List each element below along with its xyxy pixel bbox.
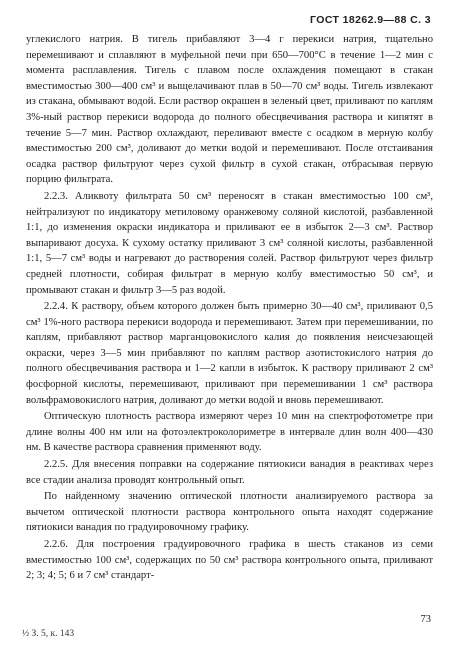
page-number: 73	[420, 614, 431, 625]
paragraph-2-2-5: 2.2.5. Для внесения поправки на содержание пятиокиси ванадия в реактивах через все стадии анализа проводят контрольный опыт.	[26, 459, 433, 486]
body-text	[26, 32, 433, 585]
paragraph-continuation: углекислого натрия. В тигель прибавляют 3—4 г перекиси натрия, тщательно перемешивают и сплавляют в муфельной печи при 650—700°С в течение 1—2 мин с момента расплавления. Тигель с плавом после охлаждения помещают в стакан вместимостью 300—400 см³ и выщелачивают плав в 50—70 см³ воды. Тигель извлекают из стакана, обмывают водой. Если раствор окрашен в зеленый цвет, приливают по каплям 3%-ный раствор перекиси водорода до полного обесцвечивания раствора и кипятят в течение 5—7 мин. Раствор охлаждают, переливают вместе с осадком в мерную колбу вместимостью 200 см³, доливают до метки водой и перемешивают. После отстаивания осадка раствор фильтруют через сухой фильтр в сухой стакан, отбрасывая первую порцию фильтрата.	[26, 34, 433, 186]
printer-footnote: ½ З. 5, к. 143	[22, 629, 75, 639]
running-header: ГОСТ 18262.9—88 С. 3	[310, 14, 431, 26]
paragraph-optical-density: Оптическую плотность раствора измеряют через 10 мин на спектрофотометре при длине волны 400 нм или на фотоэлектроколориметре в интервале длин волн 400—430 нм. В качестве раствора сравнения применяют воду.	[26, 411, 433, 454]
paragraph-2-2-3: 2.2.3. Аликвоту фильтрата 50 см³ переносят в стакан вместимостью 100 см³, нейтрализуют по индикатору метиловому оранжевому соляной кислотой, разбавленной 1:1, до изменения окраски индикатора и приливают ее в избыток 2—3 см³. Раствор выпаривают досуха. К сухому остатку приливают 3 см³ соляной кислоты, разбавленной 1:1, 5—7 см³ воды и нагревают до растворения солей. Раствор фильтруют через фильтр средней плотности, собирая фильтрат в мерную колбу вместимостью 50 см³, и промывают стакан и фильтр 3—5 раз водой.	[26, 190, 433, 296]
paragraph-calibration-lookup: По найденному значению оптической плотности анализируемого раствора за вычетом оптической плотности раствора контрольного опыта находят содержание пятиокиси ванадия по градуировочному графику.	[26, 491, 433, 534]
paragraph-2-2-6: 2.2.6. Для построения градуировочного графика в шесть стаканов из семи вместимостью 100 см³, содержащих по 50 см³ раствора контрольного опыта, приливают 2; 3; 4; 5; 6 и 7 см³ стандарт-	[26, 539, 433, 582]
paragraph-2-2-4: 2.2.4. К раствору, объем которого должен быть примерно 30—40 см³, приливают 0,5 см³ 1%-ного раствора перекиси водорода и перемешивают. Затем при перемешивании, по каплям, прибавляют раствор марганцовокислого калия до появления неисчезающей окраски, через 3—5 мин прибавляют по каплям раствор азотистокислого натрия до полного обесцвечивания раствора и 1—2 капли в избыток. К раствору приливают 2 см³ фосфорной кислоты, перемешивают, приливают при перемешивании 1 см³ раствора вольфрамовокислого натрия, доливают до метки водой и вновь перемешивают.	[26, 301, 433, 406]
